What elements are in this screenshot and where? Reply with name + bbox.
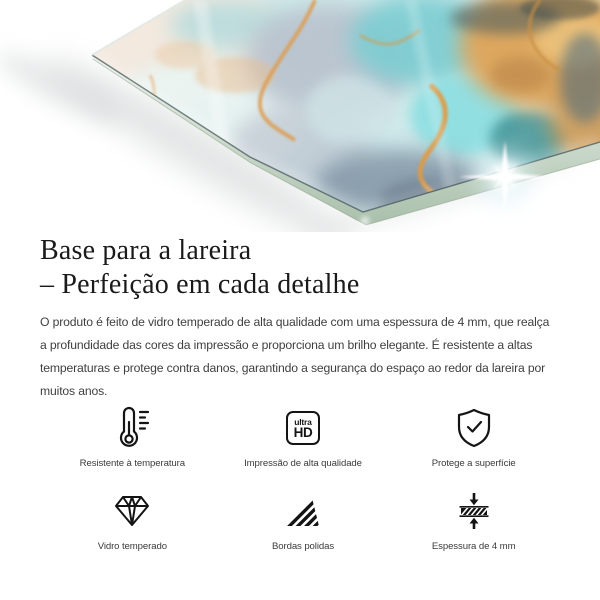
feature-print-quality bbox=[218, 406, 389, 469]
polished-edges-icon bbox=[284, 489, 322, 533]
page-title-line2: – Perfeição em cada detalhe bbox=[40, 269, 360, 300]
description-line: O produto é feito de vidro temperado de alta qualidade com uma espessura de 4 mm, que realça bbox=[40, 315, 550, 329]
feature-label: Bordas polidas bbox=[271, 541, 335, 552]
description-line: temperaturas e protege contra danos, garantindo a segurança do espaço ao redor da lareira por bbox=[40, 361, 546, 375]
feature-tempered-glass bbox=[47, 489, 218, 552]
feature-label: Vidro temperado bbox=[97, 541, 167, 552]
product-photo bbox=[0, 0, 600, 232]
ultra-hd-icon-text-bottom: HD bbox=[293, 424, 313, 440]
ultra-hd-icon-text-top: ultra bbox=[294, 416, 312, 427]
features-grid bbox=[47, 406, 559, 552]
feature-polished-edges bbox=[218, 489, 389, 552]
thickness-icon bbox=[454, 489, 494, 533]
ultra-hd-icon bbox=[286, 406, 320, 450]
description-line: muitos anos. bbox=[40, 384, 108, 398]
feature-temperature bbox=[47, 406, 218, 469]
description-line: a profundidade das cores da impressão e proporciona um brilho elegante. É resistente a altas bbox=[40, 338, 533, 352]
feature-label: Protege a superfície bbox=[431, 458, 516, 469]
shield-check-icon bbox=[455, 406, 493, 450]
thermometer-icon bbox=[109, 406, 155, 450]
feature-surface-protection bbox=[388, 406, 559, 469]
feature-label: Resistente à temperatura bbox=[79, 458, 185, 469]
feature-label: Espessura de 4 mm bbox=[431, 541, 516, 552]
page-title bbox=[40, 234, 560, 302]
feature-label: Impressão de alta qualidade bbox=[244, 458, 362, 469]
product-description bbox=[40, 311, 560, 403]
page-title-line1: Base para a lareira bbox=[40, 235, 252, 266]
diamond-icon bbox=[113, 489, 151, 533]
glass-panel-illustration bbox=[0, 0, 600, 232]
feature-thickness bbox=[388, 489, 559, 552]
